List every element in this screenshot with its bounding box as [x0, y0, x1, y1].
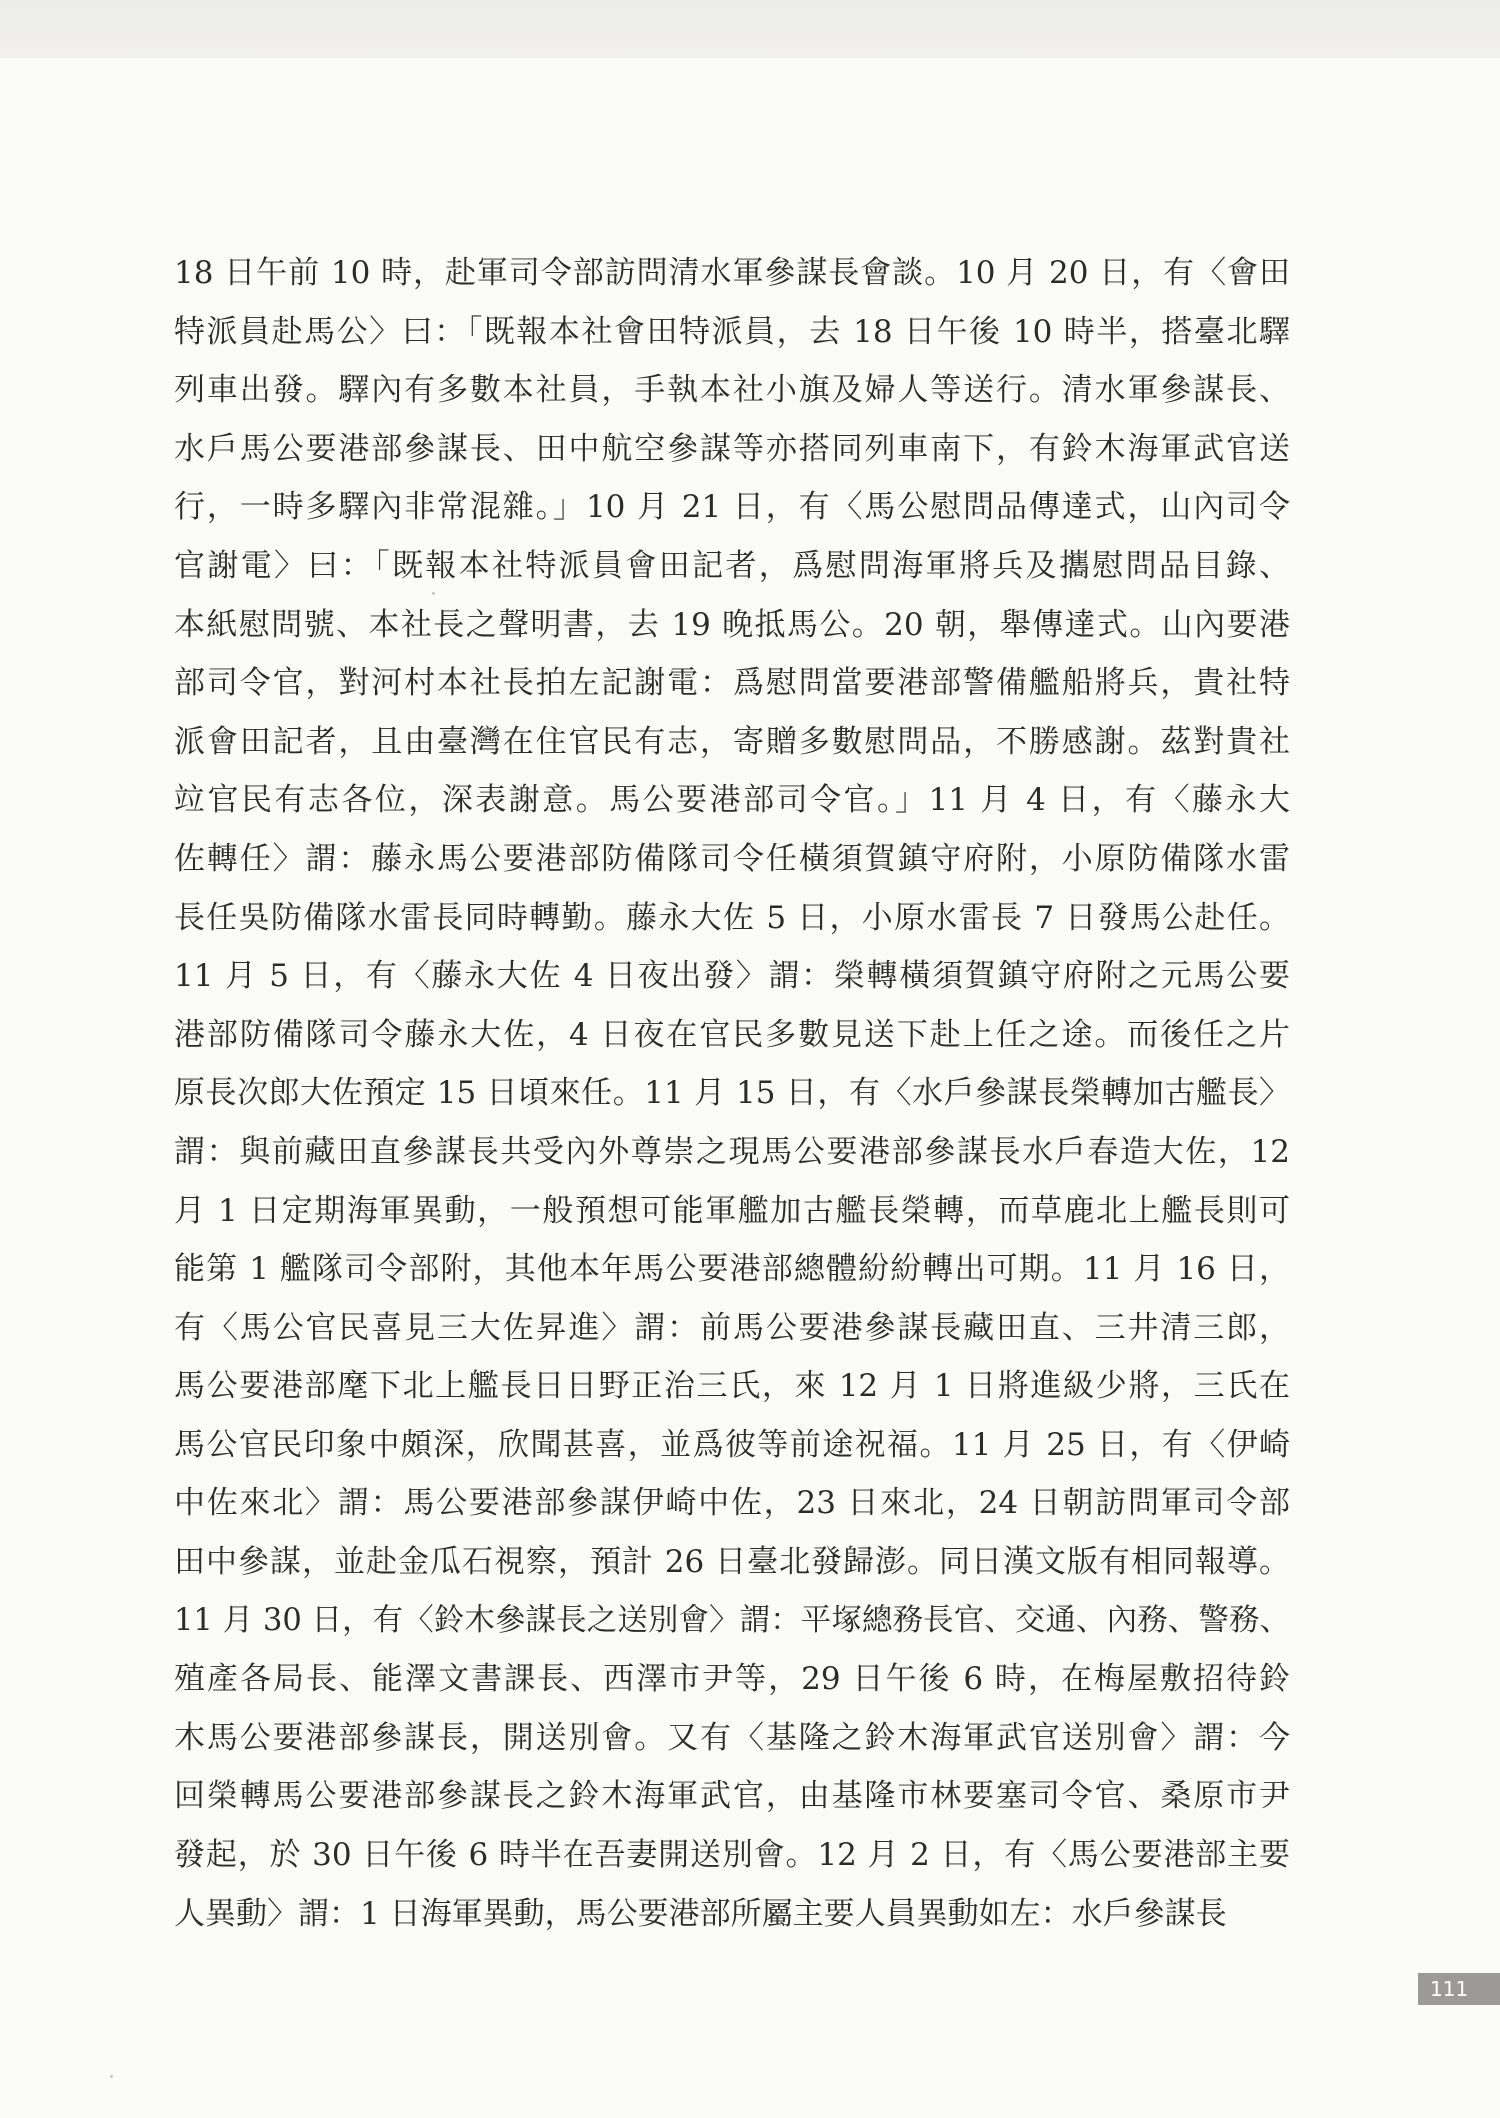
text-line: 有〈馬公官民喜見三大佐昇進〉謂：前馬公要港參謀長藏田直、三井清三郎， [174, 1309, 1290, 1346]
text-line: 竝官民有志各位，深表謝意。馬公要港部司令官。」11 月 4 日，有〈藤永大 [174, 782, 1290, 819]
text-line: 11 月 5 日，有〈藤永大佐 4 日夜出發〉謂：榮轉橫須賀鎮守府附之元馬公要 [174, 958, 1290, 995]
text-line: 人異動〉謂：1 日海軍異動，馬公要港部所屬主要人員異動如左：水戶參謀長 [174, 1895, 1227, 1932]
text-line: 派會田記者，且由臺灣在住官民有志，寄贈多數慰問品，不勝感謝。茲對貴社 [174, 723, 1290, 760]
text-line: 行，一時多驛內非常混雜。」10 月 21 日，有〈馬公慰問品傳達式，山內司令 [174, 489, 1290, 526]
text-line: 謂：與前藏田直參謀長共受內外尊崇之現馬公要港部參謀長水戶春造大佐，12 [174, 1133, 1290, 1170]
text-line: 中佐來北〉謂：馬公要港部參謀伊崎中佐，23 日來北，24 日朝訪問軍司令部 [174, 1485, 1290, 1522]
text-line: 列車出發。驛內有多數本社員，手執本社小旗及婦人等送行。清水軍參謀長、 [174, 372, 1290, 409]
text-line: 港部防備隊司令藤永大佐，4 日夜在官民多數見送下赴上任之途。而後任之片 [174, 1016, 1290, 1053]
text-line: 長任吳防備隊水雷長同時轉勤。藤永大佐 5 日，小原水雷長 7 日發馬公赴任。 [174, 899, 1290, 936]
text-line: 月 1 日定期海軍異動，一般預想可能軍艦加古艦長榮轉，而草鹿北上艦長則可 [174, 1192, 1290, 1229]
scan-speck [110, 2075, 113, 2078]
text-line: 原長次郎大佐預定 15 日頃來任。11 月 15 日，有〈水戶參謀長榮轉加古艦長〉 [174, 1075, 1290, 1112]
text-line: 馬公要港部麾下北上艦長日日野正治三氏，來 12 月 1 日將進級少將，三氏在 [174, 1368, 1290, 1405]
text-line: 殖產各局長、能澤文書課長、西澤市尹等，29 日午後 6 時，在梅屋敷招待鈴 [174, 1661, 1290, 1698]
text-line: 馬公官民印象中頗深，欣聞甚喜，並爲彼等前途祝福。11 月 25 日，有〈伊崎 [174, 1426, 1290, 1463]
text-line: 18 日午前 10 時，赴軍司令部訪問清水軍參謀長會談。10 月 20 日，有〈會田 [174, 255, 1290, 291]
text-line: 木馬公要港部參謀長，開送別會。又有〈基隆之鈴木海軍武官送別會〉謂：今 [174, 1719, 1290, 1756]
text-line: 田中參謀，並赴金瓜石視察，預計 26 日臺北發歸澎。同日漢文版有相同報導。 [174, 1544, 1290, 1581]
text-line: 回榮轉馬公要港部參謀長之鈴木海軍武官，由基隆市林要塞司令官、桑原市尹 [174, 1778, 1290, 1815]
text-line: 本紙慰問號、本社長之聲明書，去 19 晚抵馬公。20 朝，舉傳達式。山內要港 [174, 606, 1290, 643]
text-line: 官謝電〉曰：「既報本社特派員會田記者，爲慰問海軍將兵及攜慰問品目錄、 [174, 547, 1290, 584]
text-line: 能第 1 艦隊司令部附，其他本年馬公要港部總體紛紛轉出可期。11 月 16 日， [174, 1251, 1290, 1288]
text-line: 佐轉任〉謂：藤永馬公要港部防備隊司令任橫須賀鎮守府附，小原防備隊水雷 [174, 840, 1290, 877]
text-line: 特派員赴馬公〉曰：「既報本社會田特派員，去 18 日午後 10 時半，搭臺北驛 [174, 313, 1290, 350]
text-line: 發起，於 30 日午後 6 時半在吾妻開送別會。12 月 2 日，有〈馬公要港部主要 [174, 1837, 1290, 1874]
text-line: 水戶馬公要港部參謀長、田中航空參謀等亦搭同列車南下，有鈴木海軍武官送 [174, 430, 1290, 467]
body-text [174, 244, 1290, 1943]
text-line: 11 月 30 日，有〈鈴木參謀長之送別會〉謂：平塚總務長官、交通、內務、警務、 [174, 1602, 1290, 1638]
page-number: 111 [1418, 1973, 1500, 2005]
text-line: 部司令官，對河村本社長拍左記謝電：爲慰問當要港部警備艦船將兵，貴社特 [174, 665, 1290, 702]
scan-top-edge [0, 0, 1500, 58]
scan-speck [432, 592, 435, 595]
